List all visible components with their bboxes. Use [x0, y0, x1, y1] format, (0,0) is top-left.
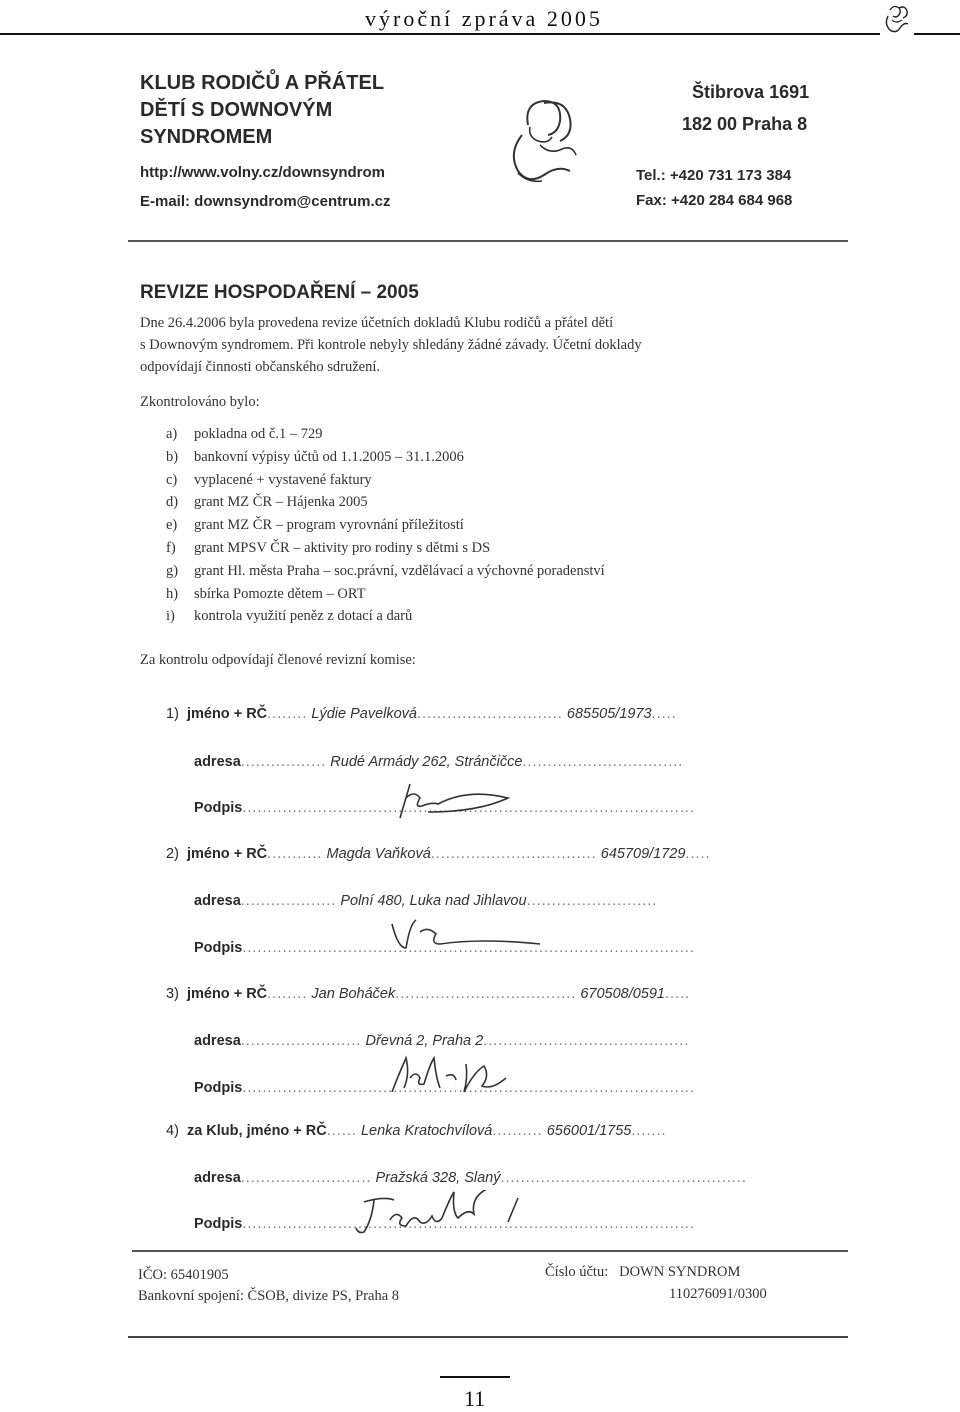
account-label: Číslo účtu:: [545, 1264, 609, 1280]
member-address-row: adresa........................ Dřevná 2, Praha 2.........................................: [194, 1033, 690, 1049]
footer-divider: [132, 1250, 848, 1252]
address-label: adresa: [194, 1033, 241, 1049]
club-website: http://www.volny.cz/downsyndrom: [140, 164, 386, 181]
member-name-row: 1) jméno + RČ........ Lýdie Pavelková............................. 685505/1973.....: [166, 706, 677, 722]
club-email: E-mail: downsyndrom@centrum.cz: [140, 193, 391, 210]
list-item: [166, 491, 605, 514]
handwritten-signature: [350, 1190, 550, 1234]
club-name-line: SYNDROMEM: [140, 126, 273, 148]
member-address: Dřevná 2, Praha 2: [365, 1033, 484, 1049]
list-text: grant MPSV ČR – aktivity pro rodiny s dětmi s DS: [194, 539, 491, 556]
club-fax: Fax: +420 284 684 968: [636, 192, 793, 209]
list-item: [166, 469, 605, 492]
list-text: vyplacené + vystavené faktury: [194, 471, 372, 488]
signature-label: Podpis: [194, 1216, 243, 1232]
list-text: bankovní výpisy účtů od 1.1.2005 – 31.1.2006: [194, 448, 464, 465]
list-item: [166, 605, 605, 628]
member-rc: 645709/1729: [600, 846, 686, 862]
name-label: za Klub, jméno + RČ: [186, 1123, 327, 1139]
member-address-row: adresa.......................... Pražská 328, Slaný.................................................: [194, 1170, 747, 1186]
list-letter: d): [166, 494, 179, 511]
member-address-row: adresa................... Polní 480, Luka nad Jihlavou..........................: [194, 893, 658, 909]
ico: IČO: 65401905: [138, 1267, 229, 1283]
list-item: [166, 537, 605, 560]
name-label: jméno + RČ: [186, 706, 268, 722]
member-number: 4): [166, 1123, 179, 1139]
handwritten-signature: [370, 778, 570, 822]
club-name-line: DĚTÍ S DOWNOVÝM: [140, 99, 333, 121]
list-text: grant MZ ČR – program vyrovnání příležitostí: [194, 517, 464, 534]
list-text: grant Hl. města Praha – soc.právní, vzdělávací a výchovné poradenství: [194, 562, 605, 579]
list-item: [166, 583, 605, 606]
embracing-couple-logo: [500, 95, 590, 195]
list-text: sbírka Pomozte dětem – ORT: [194, 585, 366, 602]
member-name: Lenka Kratochvílová: [360, 1123, 493, 1139]
intro-line: odpovídají činnosti občanského sdružení.: [140, 359, 381, 375]
list-item: [166, 423, 605, 446]
member-name: Jan Boháček: [311, 986, 396, 1002]
account-info: [545, 1261, 767, 1305]
club-phone-fax: [636, 163, 792, 213]
page-number-rule: [440, 1376, 510, 1378]
club-web-contacts: [140, 158, 391, 216]
list-letter: c): [166, 471, 178, 488]
handwritten-signature: [370, 910, 570, 954]
list-text: grant MZ ČR – Hájenka 2005: [194, 494, 368, 511]
member-address-row: adresa................. Rudé Armády 262, Stránčičce................................: [194, 754, 684, 770]
list-letter: b): [166, 448, 179, 465]
address-label: adresa: [194, 754, 241, 770]
list-letter: f): [166, 539, 176, 556]
checked-list: [166, 423, 605, 628]
bank-connection: Bankovní spojení: ČSOB, divize PS, Praha 8: [138, 1288, 399, 1304]
club-address: [682, 76, 810, 140]
intro-line: Dne 26.4.2006 byla provedena revize účetních dokladů Klubu rodičů a přátel dětí: [140, 315, 614, 331]
address-label: adresa: [194, 1170, 241, 1186]
name-label: jméno + RČ: [186, 846, 268, 862]
address-label: adresa: [194, 893, 241, 909]
member-signature-row: Podpis..........................................................................................: [194, 800, 695, 816]
list-text: kontrola využití peněz z dotací a darů: [194, 608, 413, 625]
revision-title: REVIZE HOSPODAŘENÍ – 2005: [140, 282, 419, 303]
member-rc: 685505/1973: [566, 706, 652, 722]
signature-label: Podpis: [194, 1080, 243, 1096]
list-letter: i): [166, 608, 175, 625]
revision-intro: [140, 312, 800, 378]
member-signature-row: Podpis..........................................................................................: [194, 1216, 695, 1232]
list-letter: g): [166, 562, 179, 579]
list-letter: a): [166, 426, 178, 442]
member-address: Pražská 328, Slaný: [375, 1170, 501, 1186]
member-rc: 656001/1755: [546, 1123, 632, 1139]
signature-label: Podpis: [194, 800, 243, 816]
account-number: 110276091/0300: [669, 1286, 767, 1302]
club-name-line: KLUB RODIČŮ A PŘÁTEL: [140, 72, 385, 94]
member-name: Lýdie Pavelková: [311, 706, 417, 722]
list-text: pokladna od č.1 – 729: [194, 426, 323, 442]
member-number: 3): [166, 986, 179, 1002]
member-address: Rudé Armády 262, Stránčičce: [330, 754, 523, 770]
name-label: jméno + RČ: [186, 986, 268, 1002]
header-rule: [0, 33, 960, 35]
member-name-row: 2) jméno + RČ........... Magda Vaňková................................. 645709/1729.....: [166, 846, 711, 862]
member-name-row: 3) jméno + RČ........ Jan Boháček.................................... 670508/0591.....: [166, 986, 691, 1002]
list-letter: e): [166, 517, 178, 534]
handwritten-signature: [376, 1052, 576, 1096]
list-item: [166, 514, 605, 537]
company-ids: [138, 1265, 399, 1307]
checked-label: Zkontrolováno bylo:: [140, 394, 260, 410]
member-rc: 670508/0591: [580, 986, 665, 1002]
list-item: [166, 560, 605, 583]
club-street: Štibrova 1691: [692, 82, 810, 102]
member-name-row: 4) za Klub, jméno + RČ...... Lenka Kratochvílová.......... 656001/1755.......: [166, 1123, 667, 1139]
list-item: [166, 446, 605, 469]
report-title: výroční zpráva 2005: [365, 6, 603, 31]
club-city: 182 00 Praha 8: [682, 114, 808, 134]
member-signature-row: Podpis..........................................................................................: [194, 1080, 695, 1096]
member-address: Polní 480, Luka nad Jihlavou: [340, 893, 527, 909]
club-phone: Tel.: +420 731 173 384: [636, 167, 792, 184]
document-bottom-rule: [128, 1336, 848, 1338]
intro-line: s Downovým syndromem. Při kontrole nebyly shledány žádné závady. Účetní doklady: [140, 337, 642, 353]
member-number: 2): [166, 846, 179, 862]
member-number: 1): [166, 706, 179, 722]
commission-label: Za kontrolu odpovídají členové revizní komise:: [140, 652, 416, 668]
account-name: DOWN SYNDROM: [619, 1264, 741, 1280]
letterhead-divider: [128, 240, 848, 242]
signature-label: Podpis: [194, 940, 243, 956]
page-number: 11: [464, 1386, 486, 1411]
club-name: [140, 70, 384, 151]
hugging-figures-icon: [880, 2, 914, 36]
member-signature-row: Podpis..........................................................................................: [194, 940, 695, 956]
list-letter: h): [166, 585, 179, 602]
member-name: Magda Vaňková: [326, 846, 431, 862]
